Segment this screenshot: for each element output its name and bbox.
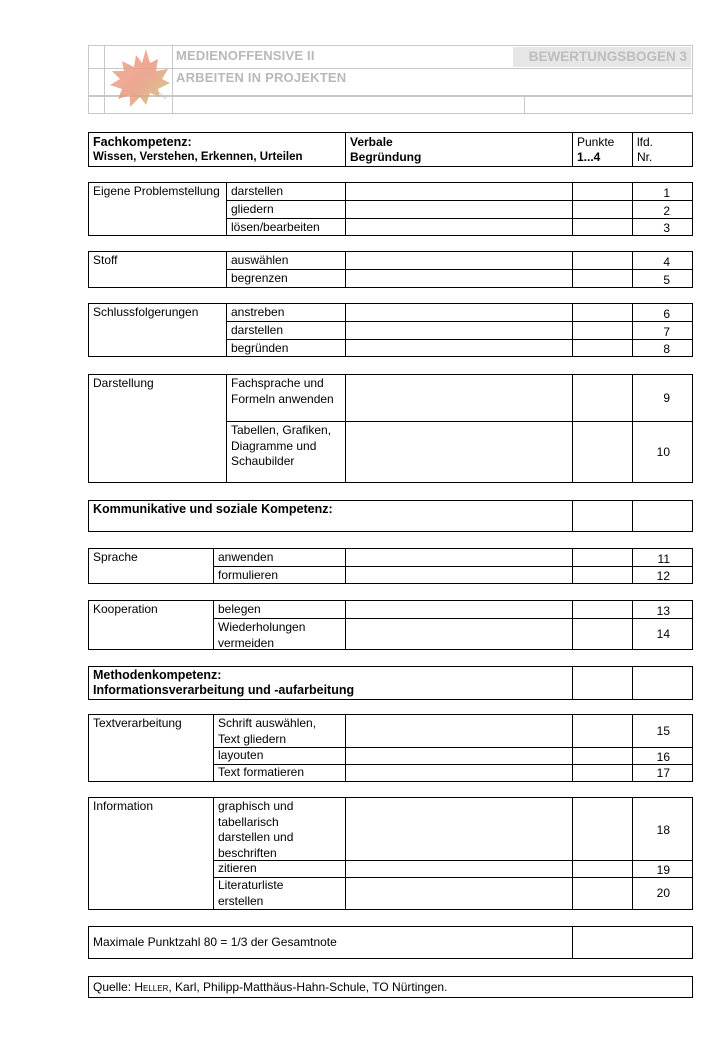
maple-leaf-icon (106, 47, 174, 113)
criterion-text: Schrift auswählen, Text gliedern (218, 716, 317, 746)
criterion-text: layouten (218, 748, 264, 762)
item-number: 16 (656, 750, 670, 764)
criterion-text: darstellen (231, 184, 284, 198)
points-field[interactable] (573, 619, 632, 649)
header-nr: Nr. (637, 150, 653, 164)
item-number: 19 (656, 863, 670, 877)
verbal-field[interactable] (346, 252, 572, 269)
points-field[interactable] (573, 201, 632, 218)
table-header (88, 132, 693, 167)
verbal-field[interactable] (346, 567, 572, 583)
item-number: 8 (663, 342, 670, 356)
criterion-text: Literaturliste erstellen (218, 878, 284, 908)
verbal-field[interactable] (346, 340, 572, 357)
points-field[interactable] (573, 219, 632, 236)
item-number: 17 (656, 766, 670, 780)
source-author: Heller (134, 980, 169, 994)
points-field[interactable] (573, 667, 632, 699)
max-points-row (88, 926, 693, 959)
group-textverarbeitung (88, 714, 693, 782)
header-title-line2: ARBEITEN IN PROJEKTEN (176, 70, 347, 85)
points-field[interactable] (573, 765, 632, 781)
criterion-text: belegen (218, 602, 261, 616)
group-schlussfolgerungen (88, 303, 693, 357)
item-number: 15 (656, 724, 670, 738)
points-field[interactable] (573, 861, 632, 877)
item-number: 18 (656, 823, 670, 837)
section-title: Kommunikative und soziale Kompetenz: (93, 502, 333, 516)
criterion-text: auswählen (231, 253, 289, 267)
verbal-field[interactable] (346, 601, 572, 618)
item-number: 2 (663, 204, 670, 218)
points-field[interactable] (573, 878, 632, 909)
points-field[interactable] (573, 567, 632, 583)
group-information (88, 797, 693, 910)
points-field[interactable] (573, 798, 632, 860)
criterion-text: lösen/bearbeiten (231, 220, 320, 234)
verbal-field[interactable] (346, 219, 572, 236)
group-kooperation (88, 600, 693, 650)
verbal-field[interactable] (346, 748, 572, 764)
item-number: 4 (663, 255, 670, 269)
criterion-text: begründen (231, 341, 289, 355)
total-points-field[interactable] (573, 927, 692, 958)
points-field[interactable] (573, 322, 632, 339)
group-label: Stoff (93, 253, 118, 267)
criterion-text: zitieren (218, 861, 257, 875)
group-label: Information (93, 799, 154, 813)
points-field[interactable] (573, 270, 632, 287)
header-title-line1: MEDIENOFFENSIVE II (176, 48, 315, 63)
item-number: 3 (663, 221, 670, 235)
verbal-field[interactable] (346, 422, 572, 482)
item-number: 9 (663, 391, 670, 405)
verbal-field[interactable] (346, 304, 572, 321)
points-field[interactable] (573, 304, 632, 321)
document-header (88, 45, 693, 114)
criterion-text: Text formatieren (218, 765, 305, 779)
points-field[interactable] (573, 501, 632, 531)
verbal-field[interactable] (346, 861, 572, 877)
section-subtitle: Informationsverarbeitung und -aufarbeitung (93, 683, 355, 697)
header-verbale: Verbale (350, 135, 393, 149)
source-text: Quelle: Heller, Karl, Philipp-Matthäus-Hahn-Schule, TO Nürtingen. (93, 980, 448, 994)
points-field[interactable] (573, 748, 632, 764)
header-punkte: Punkte (577, 135, 615, 149)
verbal-field[interactable] (346, 322, 572, 339)
criterion-text: begrenzen (231, 271, 288, 285)
verbal-field[interactable] (346, 375, 572, 421)
verbal-field[interactable] (346, 715, 572, 747)
header-lfd: lfd. (637, 135, 654, 149)
group-label: Schlussfolgerungen (93, 305, 199, 319)
source-row (88, 976, 693, 998)
verbal-field[interactable] (346, 878, 572, 909)
item-number: 7 (663, 325, 670, 339)
group-label: Darstellung (93, 376, 154, 390)
group-sprache (88, 548, 693, 584)
points-field[interactable] (573, 375, 632, 421)
group-label: Textverarbeitung (93, 716, 182, 730)
criterion-text: Wiederholungen vermeiden (218, 620, 306, 650)
criterion-text: Tabellen, Grafiken, Diagramme und Schaubilder (231, 423, 332, 468)
header-fachkompetenz-sub: Wissen, Verstehen, Erkennen, Urteilen (93, 151, 303, 163)
header-punkte-range: 1...4 (577, 150, 601, 164)
section-methodenkompetenz (88, 666, 693, 700)
group-darstellung (88, 374, 693, 483)
points-field[interactable] (573, 340, 632, 357)
item-number: 11 (657, 552, 670, 566)
verbal-field[interactable] (346, 183, 572, 200)
criterion-text: gliedern (231, 202, 274, 216)
group-eigene-problemstellung (88, 182, 693, 236)
criterion-text: graphisch und tabellarisch darstellen und beschriften (218, 799, 294, 860)
verbal-field[interactable] (346, 619, 572, 649)
section-title: Methodenkompetenz: (93, 668, 222, 682)
item-number: 12 (656, 569, 670, 583)
item-number: 5 (663, 273, 670, 287)
verbal-field[interactable] (346, 765, 572, 781)
criterion-text: darstellen (231, 323, 284, 337)
verbal-field[interactable] (346, 270, 572, 287)
verbal-field[interactable] (346, 549, 572, 566)
criterion-text: anwenden (218, 550, 274, 564)
points-field[interactable] (573, 252, 632, 269)
header-begruendung: Begründung (350, 150, 422, 164)
verbal-field[interactable] (346, 201, 572, 218)
header-badge: BEWERTUNGSBOGEN 3 (513, 47, 691, 67)
item-number: 20 (656, 886, 670, 900)
item-number: 14 (656, 627, 670, 641)
criterion-text: anstreben (231, 305, 285, 319)
points-field[interactable] (573, 183, 632, 200)
verbal-field[interactable] (346, 798, 572, 860)
criterion-text: formulieren (218, 568, 279, 582)
group-label: Eigene Problemstellung (93, 184, 220, 198)
section-kommunikative-kompetenz (88, 500, 693, 532)
criterion-text: Fachsprache und Formeln anwenden (231, 376, 334, 406)
group-stoff (88, 251, 693, 288)
points-field[interactable] (573, 422, 632, 482)
points-field[interactable] (573, 601, 632, 618)
header-fachkompetenz: Fachkompetenz: (93, 135, 192, 149)
item-number: 6 (663, 307, 670, 321)
item-number: 1 (663, 186, 670, 200)
group-label: Kooperation (93, 602, 158, 616)
max-points-text: Maximale Punktzahl 80 = 1/3 der Gesamtnote (93, 935, 337, 949)
item-number: 13 (656, 604, 670, 618)
group-label: Sprache (93, 550, 138, 564)
points-field[interactable] (573, 549, 632, 566)
points-field[interactable] (573, 715, 632, 747)
item-number: 10 (656, 445, 670, 459)
